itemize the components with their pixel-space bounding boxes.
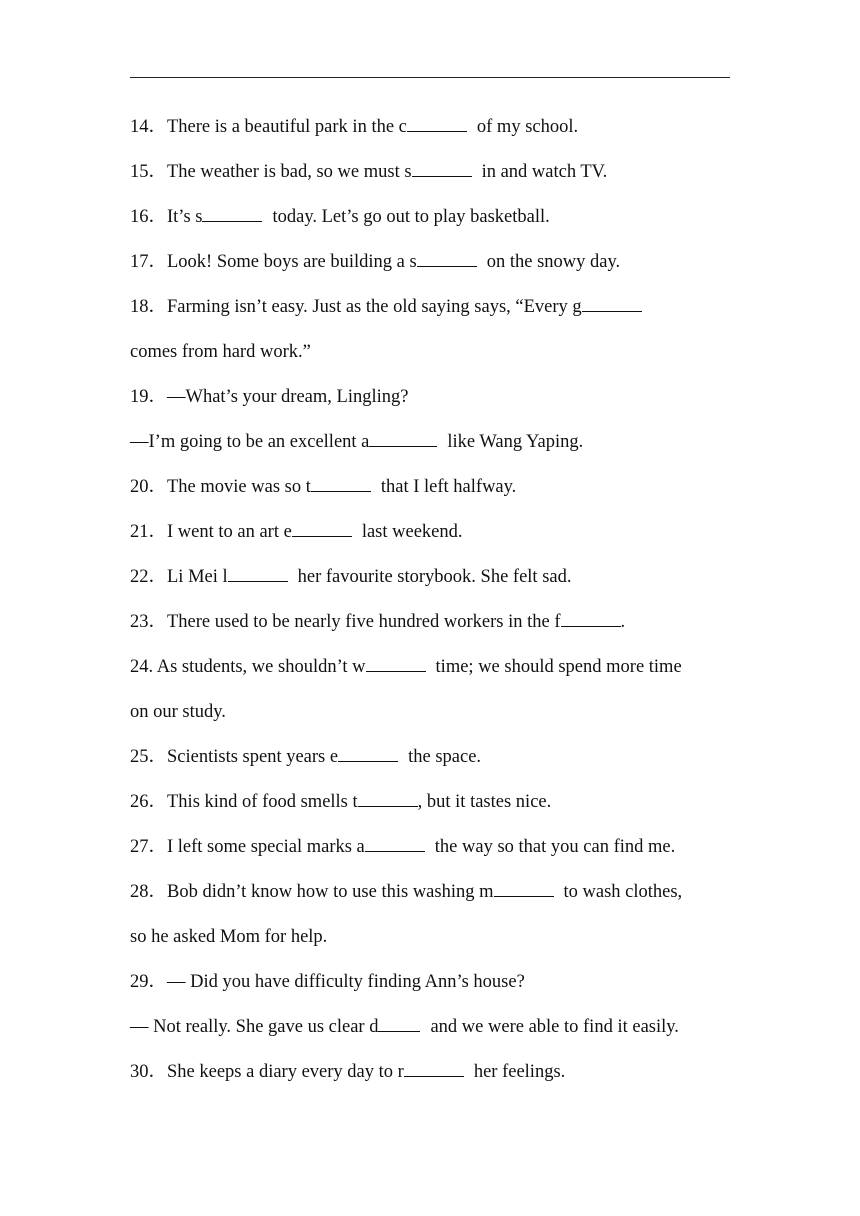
line-text: 19．—What’s your dream, Lingling? bbox=[130, 387, 409, 407]
exercise-line bbox=[130, 743, 750, 788]
answer-blank[interactable] bbox=[407, 130, 467, 132]
exercise-line bbox=[130, 968, 750, 1013]
exercise-line bbox=[130, 653, 750, 698]
line-text: comes from hard work.” bbox=[130, 342, 311, 362]
answer-blank[interactable] bbox=[417, 265, 477, 267]
line-text-after: the way so that you can find me. bbox=[434, 837, 676, 857]
exercise-line bbox=[130, 293, 750, 338]
line-text: 24. As students, we shouldn’t w bbox=[130, 657, 366, 677]
answer-blank[interactable] bbox=[292, 535, 352, 537]
exercise-line bbox=[130, 428, 750, 473]
exercise-line bbox=[130, 833, 750, 878]
answer-blank[interactable] bbox=[366, 670, 426, 672]
answer-blank[interactable] bbox=[369, 445, 437, 447]
line-text: 21．I went to an art e bbox=[130, 522, 292, 542]
line-text: — Not really. She gave us clear d bbox=[130, 1017, 379, 1037]
exercise-line bbox=[130, 383, 750, 428]
line-text-after: and we were able to find it easily. bbox=[430, 1017, 679, 1037]
line-text: 29．— Did you have difficulty finding Ann’s house? bbox=[130, 972, 525, 992]
line-text-after: the space. bbox=[408, 747, 482, 767]
line-text-after: to wash clothes, bbox=[563, 882, 683, 902]
line-text-after: her feelings. bbox=[473, 1062, 566, 1082]
answer-blank[interactable] bbox=[365, 850, 425, 852]
exercise-line bbox=[130, 878, 750, 923]
line-text: 25．Scientists spent years e bbox=[130, 747, 339, 767]
answer-blank[interactable] bbox=[202, 220, 262, 222]
line-text: 30．She keeps a diary every day to r bbox=[130, 1062, 404, 1082]
line-text: 14．There is a beautiful park in the c bbox=[130, 117, 407, 137]
answer-blank[interactable] bbox=[412, 175, 472, 177]
exercise-line bbox=[130, 1058, 750, 1103]
exercise-line bbox=[130, 518, 750, 563]
exercise-line bbox=[130, 248, 750, 293]
exercise-line bbox=[130, 338, 750, 383]
line-text-after: today. Let’s go out to play basketball. bbox=[272, 207, 550, 227]
exercise-line bbox=[130, 563, 750, 608]
answer-blank[interactable] bbox=[561, 625, 621, 627]
line-text: 27．I left some special marks a bbox=[130, 837, 365, 857]
line-text-after: . bbox=[620, 612, 626, 632]
exercise-line bbox=[130, 113, 750, 158]
header-rule bbox=[130, 77, 730, 78]
exercise-line bbox=[130, 1013, 750, 1058]
line-text: 28．Bob didn’t know how to use this washing m bbox=[130, 882, 494, 902]
line-text-after: like Wang Yaping. bbox=[447, 432, 584, 452]
line-text: on our study. bbox=[130, 702, 226, 722]
line-text: —I’m going to be an excellent a bbox=[130, 432, 370, 452]
answer-blank[interactable] bbox=[228, 580, 288, 582]
line-text: 20．The movie was so t bbox=[130, 477, 311, 497]
answer-blank[interactable] bbox=[311, 490, 371, 492]
line-text: 17．Look! Some boys are building a s bbox=[130, 252, 417, 272]
line-text: 18．Farming isn’t easy. Just as the old saying says, “Every g bbox=[130, 297, 582, 317]
answer-blank[interactable] bbox=[494, 895, 554, 897]
line-text-after: time; we should spend more time bbox=[435, 657, 682, 677]
line-text: 26．This kind of food smells t bbox=[130, 792, 358, 812]
line-text-after: that I left halfway. bbox=[380, 477, 517, 497]
exercise-line bbox=[130, 158, 750, 203]
answer-blank[interactable] bbox=[358, 805, 418, 807]
answer-blank[interactable] bbox=[404, 1075, 464, 1077]
exercise-line bbox=[130, 923, 750, 968]
line-text: 23．There used to be nearly five hundred workers in the f bbox=[130, 612, 561, 632]
exercise-line bbox=[130, 473, 750, 518]
answer-blank[interactable] bbox=[582, 310, 642, 312]
line-text-after: of my school. bbox=[476, 117, 579, 137]
exercise-line bbox=[130, 788, 750, 833]
line-text-after: on the snowy day. bbox=[486, 252, 621, 272]
exercise-line bbox=[130, 203, 750, 248]
answer-blank[interactable] bbox=[378, 1030, 420, 1032]
line-text: so he asked Mom for help. bbox=[130, 927, 328, 947]
exercise-list bbox=[130, 113, 750, 1103]
line-text-after: , but it tastes nice. bbox=[417, 792, 552, 812]
line-text: 16．It’s s bbox=[130, 207, 203, 227]
line-text-after: last weekend. bbox=[361, 522, 463, 542]
line-text: 15．The weather is bad, so we must s bbox=[130, 162, 412, 182]
line-text-after: in and watch TV. bbox=[481, 162, 608, 182]
line-text-after: her favourite storybook. She felt sad. bbox=[297, 567, 572, 587]
answer-blank[interactable] bbox=[338, 760, 398, 762]
line-text: 22．Li Mei l bbox=[130, 567, 228, 587]
exercise-line bbox=[130, 608, 750, 653]
exercise-line bbox=[130, 698, 750, 743]
